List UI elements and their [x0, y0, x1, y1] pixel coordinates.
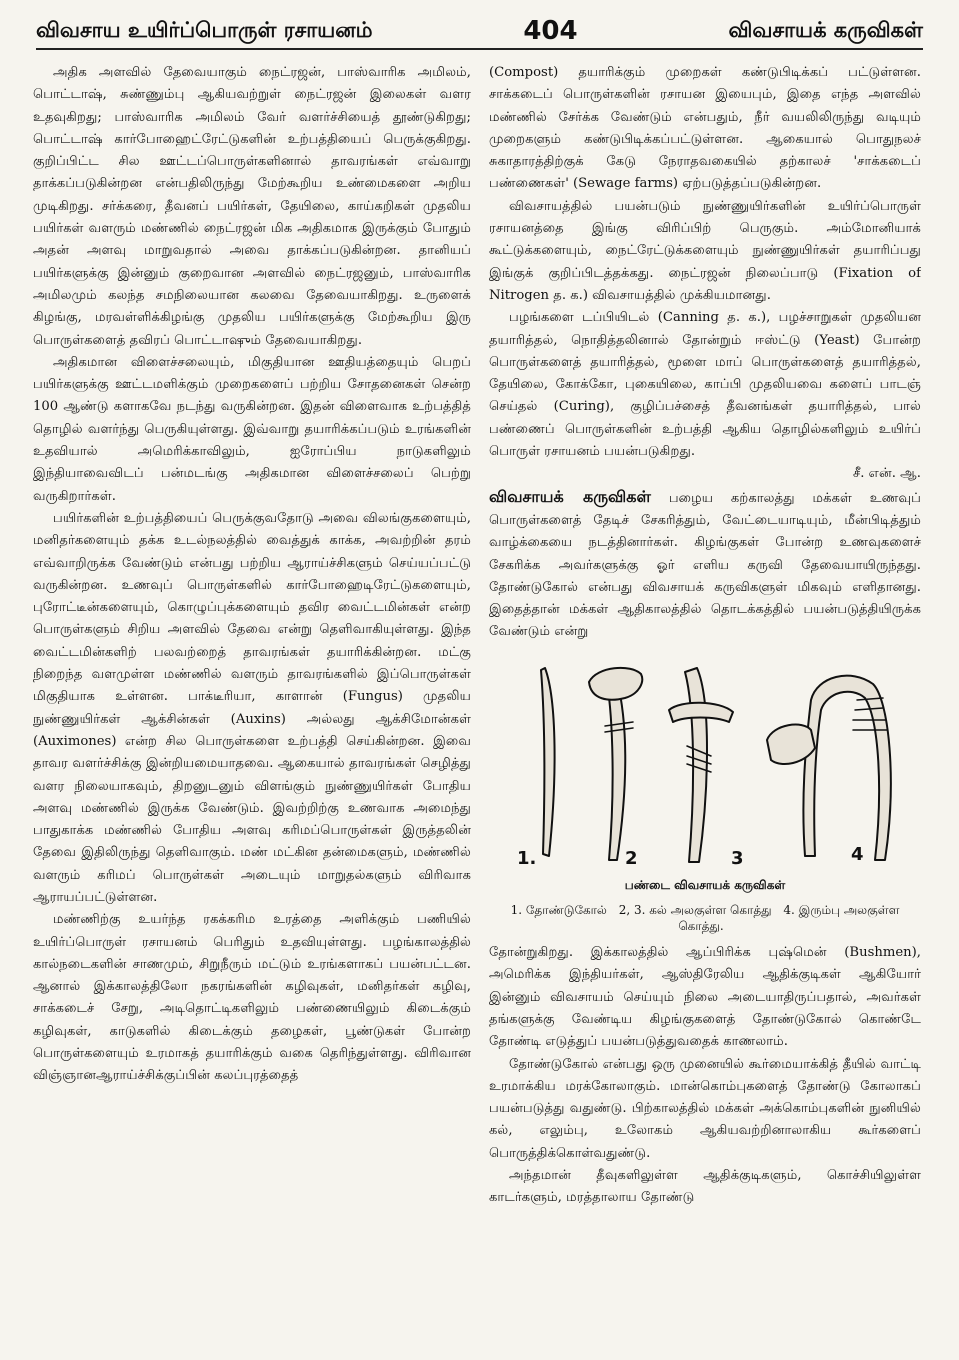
tool-number: 1. [517, 847, 537, 869]
paragraph-text: பழைய கற்காலத்து மக்கள் உணவுப் பொருள்களைத் தேடிச் சேகரித்தும், வேட்டையாடியும், மீன்பிடித்தும் வாழ்க்கையை நடத்தினார்கள். கிழங்குகள் போன்ற உணவுகளைச் சேகரிக்க அவர்களுக்கு ஓர் எளிய கருவி தேவையாயிருந்தது. தோண்டுகோல் என்பது விவசாயக் கருவிகளுள் மிகவும் எளிதானது. இதைத்தான் மக்கள் ஆதிகாலத்தில் தொடக்கத்தில் பயன்படுத்தியிருக்க வேண்டும் என்று [489, 490, 921, 640]
legend-item: 1. தோண்டுகோல் [510, 903, 607, 918]
figure-title: பண்டை விவசாயக் கருவிகள் [624, 877, 786, 892]
digging-stick-drawing [541, 668, 555, 856]
tool-number: 4 [851, 843, 864, 865]
paragraph: அதிகமான விளைச்சலையும், மிகுதியான ஊதியத்தையும் பெறப் பயிர்களுக்கு ஊட்டமளிக்கும் முறைகளைப் பற்றிய சோதனைகள் சென்ற 100 ஆண்டு களாகவே நடந்து வருகின்றன. இதன் விளைவாக உற்பத்தித் தொழில் வளர்ந்து பெருகியுள்ளது. இவ்வாறு தயாரிக்கப்படும் உரங்களின் உதவியால் அமெரிக்காவிலும், ஐரோப்பிய நாடுகளிலும் இந்தியாவைவிடப் பன்மடங்கு அதிகமான விளைச்சலைப் பெற்று வருகிறார்கள். [33, 354, 471, 504]
paragraph: பழங்களை டப்பியிடல் (Canning த. க.), பழச்சாறுகள் முதலியன தயாரித்தல், நொதித்தலினால் தோன்றும் ஈஸ்ட்டு (Yeast) போன்ற பொருள்களைத் தயாரித்தல், மூளை மாப் பொருள்களைத் தயாரித்தல், தேயிலை, கோக்கோ, புகையிலை, காப்பி முதலியவை களைப் பாடஞ் செய்தல் (Curing), குழிப்பச்சைத் தீவனங்கள் தயாரித்தல், பால் பண்ணைப் பொருள்களின் உற்பத்தி ஆகிய தொழில்களிலும் உயிர்ப் பொருள் ரசாயனம் பயன்படுகிறது. [489, 310, 921, 460]
stone-hoe-1-drawing [607, 680, 625, 860]
tools-figure [489, 660, 921, 934]
left-column [33, 62, 471, 1348]
paragraph: தோன்றுகிறது. இக்காலத்தில் ஆப்பிரிக்க புஷ்மென் (Bushmen), அமெரிக்க இந்தியர்கள், ஆஸ்திரேலிய ஆதிக்குடிகள் ஆகியோர் இன்னும் விவசாயம் செய்யும் நிலை அடையாதிருப்பதால், அவர்கள் தங்களுக்கு வேண்டிய கிழங்குகளைத் தோண்டுகோல் கொண்டே தோண்டி எடுத்துப் பயன்படுத்துவதைக் காணலாம். [489, 945, 921, 1050]
legend-item: 4. இரும்பு அலகுள்ள கொத்து. [678, 903, 900, 934]
paragraph: மண்ணிற்கு உயர்ந்த ரகக்கரிம உரத்தை அளிக்கும் பணியில் உயிர்ப்பொருள் ரசாயனம் பெரிதும் உதவியுள்ளது. பழங்காலத்தில் கால்நடைகளின் சாணமும், சிறுநீரும் மட்டும் உரங்களாகப் பயன்பட்டன. ஆனால் இக்காலத்திலோ நகரங்களின் கழிவுகள், மனிதர்கள் கழிவு, சாக்கடைச் சேறு, அடிதொட்டிகளிலும் பண்ணையிலும் கிடைக்கும் கழிவுகள், காடுகளில் கிடைக்கும் தழைகள், பூண்டுகள் போன்ற பொருள்களையும் உரமாகத் தயாரிக்கும் வகை தெரிந்துள்ளது. விரிவான விஞ்ஞானஆராய்ச்சிக்குப்பின் கலப்புரத்தைத் [33, 912, 471, 1084]
paragraph: அதிக அளவில் தேவையாகும் நைட்ரஜன், பாஸ்வாரிக அமிலம், பொட்டாஷ், சுண்ணும்பு ஆகியவற்றுள் நைட்ரஜன் இலைகள் வளர உதவுகிறது; பாஸ்வாரிக அமிலம் வேர் வளர்ச்சியைத் தூண்டுகிறது; பொட்டாஷ் கார்போஹைட்ரேட்டுகளின் உற்பத்தியைப் பெருக்குகிறது. குறிப்பிட்ட சில ஊட்டப்பொருள்களினால் தாவரங்கள் எவ்வாறு தாக்கப்படுகின்றன என்பதிலிருந்து மேற்கூறிய உண்மைகளை அறிய முடிகிறது. சர்க்கரை, தீவனப் பயிர்கள், தேயிலை, காய்கறிகள் முதலிய பயிர்கள் வளரும் மண்ணில் நைட்ரஜன் மிக அதிகமாக இருக்கும் போதும் அதன் அளவு மாறுவதால் அவை தாக்கப்படுகின்றன. தானியப் பயிர்களுக்கு இன்னும் குறைவான அளவில் நைட்ரஜனும், பாஸ்வாரிக அமிலமும் கலந்த சமநிலையான கலவை தேவையாகிறது. உருளைக் கிழங்கு, மரவள்ளிக்கிழங்கு முதலிய பயிர்களுக்கு மேற்கூறிய இரு பொருள்களைத் தவிரப் பொட்டாஷும் தேவையாகிறது. [33, 65, 471, 348]
right-column [489, 62, 921, 1348]
page-number: 404 [523, 16, 578, 46]
figure-legend [489, 902, 921, 934]
paragraph: (Compost) தயாரிக்கும் முறைகள் கண்டுபிடிக்கப் பட்டுள்ளன. சாக்கடைப் பொருள்களின் ரசாயன இயைபும், இதை எந்த அளவில் மண்ணில் சேர்க்க வேண்டும் என்பதும், நீர் வயலிலிருந்து வடியும் முறைகளும் கண்டுபிடிக்கப்பட்டுள்ளன. ஆகையால் பொதுநலச் சுகாதாரத்திற்குக் கேடு நேராதவகையில் தற்காலச் 'சாக்கடைப் பண்ணைகள்' (Sewage farms) ஏற்படுத்தப்படுகின்றன. [489, 65, 921, 192]
section-heading: விவசாயக் கருவிகள் [489, 486, 651, 506]
running-header [36, 14, 923, 50]
tool-number: 3 [731, 847, 744, 869]
paragraph: அந்தமான் தீவுகளிலுள்ள ஆதிக்குடிகளும், கொச்சியிலுள்ள காடர்களும், மரத்தாலாய தோண்டு [489, 1167, 921, 1206]
author-initials: சீ. என். ஆ. [852, 466, 921, 482]
running-head-left: விவசாய உயிர்ப்பொருள் ரசாயனம் [36, 17, 373, 42]
legend-item: 2, 3. கல் அலகுள்ள கொத்து [618, 903, 772, 918]
tool-number: 2 [625, 847, 638, 869]
paragraph: விவசாயத்தில் பயன்படும் நுண்ணுயிர்களின் உயிர்ப்பொருள் ரசாயனத்தை இங்கு விரிப்பிற் பெருகும். அம்மோனியாக் கூட்டுக்களையும், நைட்ரேட்டுக்களையும் நுண்ணுயிர்கள் தயாரிப்பது இங்குக் குறிப்பிடத்தக்கது. நைட்ரஜன் நிலைப்பாடு (Fixation of Nitrogen த. க.) விவசாயத்தில் முக்கியமானது. [489, 198, 921, 303]
section-paragraph [489, 486, 921, 644]
iron-hoe-drawing [803, 675, 890, 859]
paragraph: தோண்டுகோல் என்பது ஒரு முனையில் கூர்மையாக்கித் தீயில் வாட்டி உரமாக்கிய மரக்கோலாகும். மான்கொம்புகளைத் தோண்டு கோலாகப் பயன்படுத்து வதுண்டு. பிற்காலத்தில் மக்கள் அக்கொம்புகளின் நுனியில் கல், எலும்பு, உலோகம் ஆகியவற்றினாலாகிய கூர்களைப் பொருத்திக்கொள்வதுண்டு. [489, 1056, 921, 1161]
running-head-right: விவசாயக் கருவிகள் [728, 17, 923, 42]
paragraph: பயிர்களின் உற்பத்தியைப் பெருக்குவதோடு அவை விலங்குகளையும், மனிதர்களையும் தக்க உடல்நலத்தில் வைத்துக் காக்க, அவற்றின் தரம் எவ்வாறிருக்க வேண்டும் என்பது பற்றிய ஆராய்ச்சிகளும் செய்யப்பட்டு வருகின்றன. உணவுப் பொருள்களில் கார்போஹைடிரேட்டுகளையும், புரோட்டீன்களையும், கொழுப்புக்களையும் தவிர வைட்டமின்கள் என்ற பொருள்களும் சிறிய அளவில் தேவை என்று தெளிவாகியுள்ளது. இந்த வைட்டமின்களிற் பலவற்றைத் தாவரங்கள் தயாரிக்கின்றன. மட்கு நிறைந்த வளமுள்ள மண்ணில் வளரும் தாவரங்களில் இப்பொருள்கள் மிகுதியாக உள்ளன. பாக்டீரியா, காளான் (Fungus) முதலிய நுண்ணுயிர்கள் ஆக்சின்கள் (Auxins) அல்லது ஆக்சிமோன்கள் (Auximones) என்ற சில பொருள்களை உற்பத்தி செய்கின்றன. இவை தாவர வளர்ச்சிக்கு இன்றியமையாதவை. ஆகையால் தாவரங்கள் செழித்து வளர நிலையாகவும், திறனுடனும் விளங்கும் நுண்ணுயிர்கள் போதிய அளவு மண்ணில் இருக்க வேண்டும். இவற்றிற்கு உணவாக அமைந்து பாதுகாக்க மண்ணில் போதிய அளவு கரிமப்பொருள்கள் இருத்தலின் தேவை இதிலிருந்து தெளிவாகும். மண் மட்கின தன்மைகளும், மண்ணில் வளரும் கரிமப் பொருள்கள் அடையும் மாறுதல்களும் விரிவாக ஆராயப்பட்டுள்ளன. [33, 510, 471, 905]
ancient-tools-illustration [505, 660, 905, 872]
